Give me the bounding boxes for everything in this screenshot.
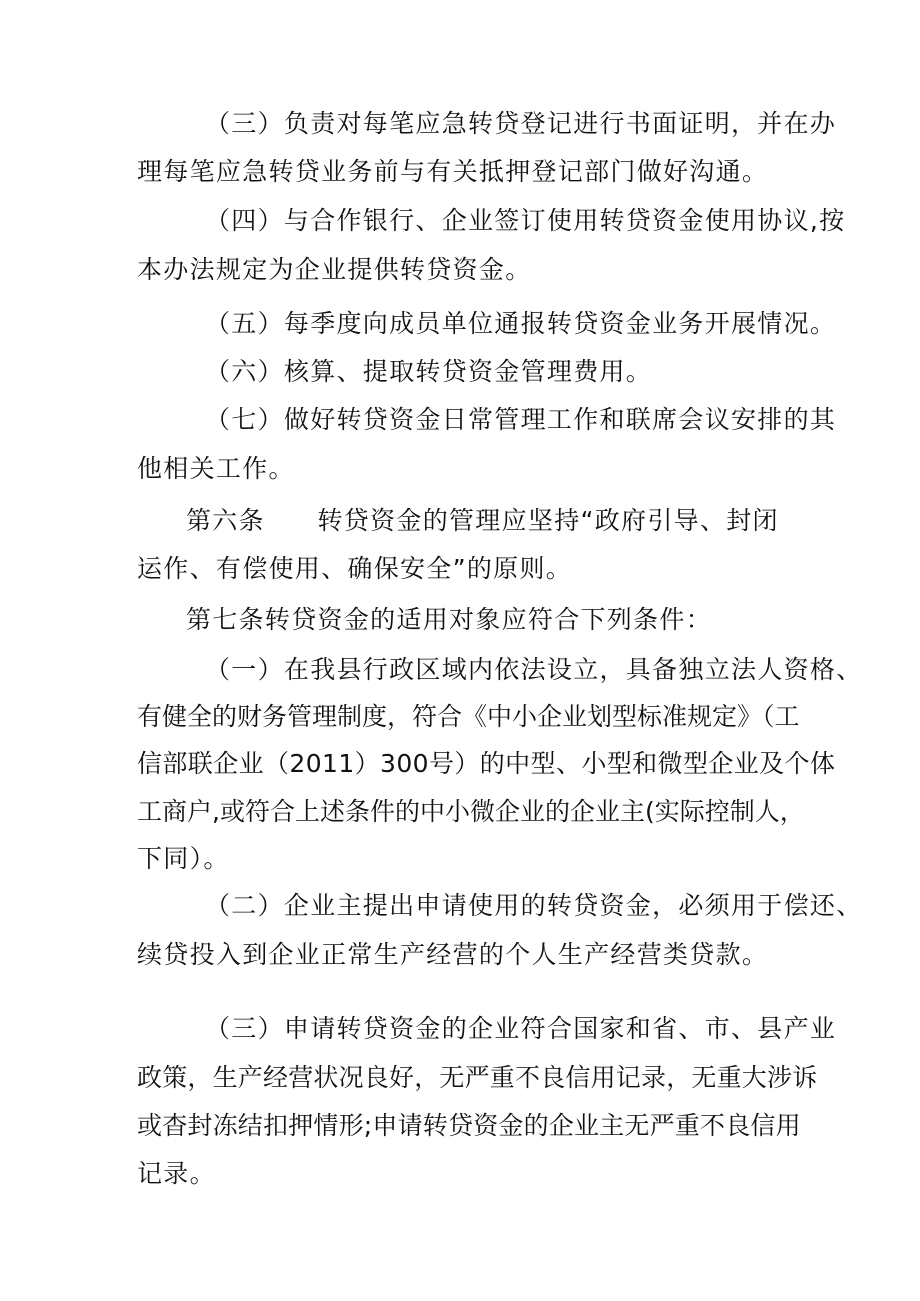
text-line: 记录。 bbox=[137, 1159, 216, 1188]
text-line: 本办法规定为企业提供转贷资金。 bbox=[137, 255, 532, 284]
text-line: 运作、有偿使用、确保安全”的原则。 bbox=[137, 554, 573, 583]
text-line: （五）每季度向成员单位通报转贷资金业务开展情况。 bbox=[205, 309, 837, 338]
text-line: （一）在我县行政区域内依法设立，具备独立法人资格、 bbox=[205, 655, 863, 684]
text-line: 信部联企业（2011）300号）的中型、小型和微型企业及个体 bbox=[137, 749, 836, 778]
text-line: 续贷投入到企业正常生产经营的个人生产经营类贷款。 bbox=[137, 940, 769, 969]
text-line: 有健全的财务管理制度，符合《中小企业划型标准规定》（工 bbox=[137, 702, 800, 731]
text-line: 第七条转贷资金的适用对象应符合下列条件： bbox=[186, 605, 713, 634]
text-line: 工商户,或符合上述条件的中小微企业的企业主(实际控制人， bbox=[137, 797, 805, 826]
text-line: （六）核算、提取转贷资金管理费用。 bbox=[205, 357, 653, 386]
text-line: （七）做好转贷资金日常管理工作和联席会议安排的其 bbox=[205, 405, 837, 434]
text-line: （三）负责对每笔应急转贷登记进行书面证明，并在办 bbox=[205, 109, 837, 138]
text-line: 第六条 转贷资金的管理应坚持“政府引导、封闭 bbox=[186, 506, 779, 535]
text-line: （三）申请转贷资金的企业符合国家和省、市、县产业 bbox=[205, 1014, 837, 1043]
text-line: 或杳封冻结扣押情形;申请转贷资金的企业主无严重不良信用 bbox=[137, 1111, 801, 1140]
text-line: 理每笔应急转贷业务前与有关抵押登记部门做好沟通。 bbox=[137, 157, 769, 186]
text-line: 他相关工作。 bbox=[137, 454, 295, 483]
text-line: （二）企业主提出申请使用的转贷资金，必须用于偿还、 bbox=[205, 891, 863, 920]
text-line: 政策，生产经营状况良好，无严重不良信用记录，无重大涉诉 bbox=[137, 1063, 818, 1092]
text-line: 下同）。 bbox=[137, 844, 230, 873]
text-line: （四）与合作银行、企业签订使用转贷资金使用协议,按 bbox=[205, 206, 846, 235]
